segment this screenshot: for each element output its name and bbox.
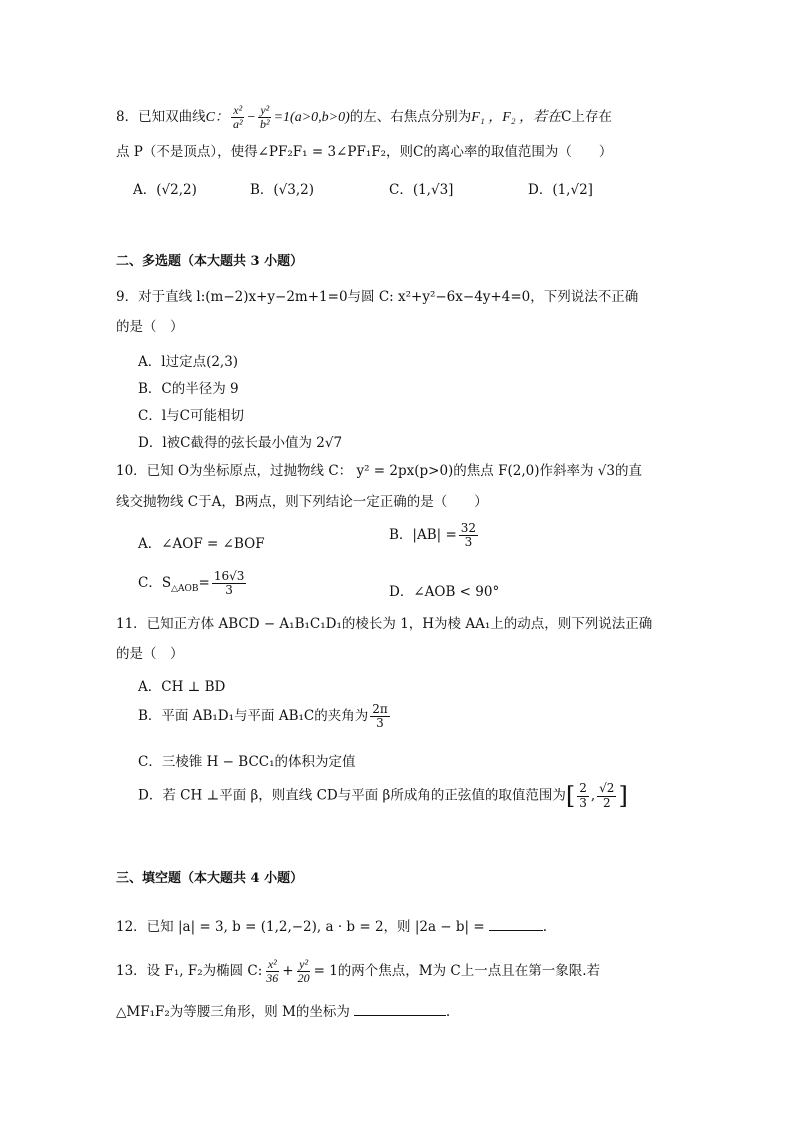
q10-option-d: D．∠AOB < 90° (389, 584, 500, 600)
q8-stem-end: C上存在 (561, 109, 612, 126)
q11-option-b: B．平面 AB₁D₁与平面 AB₁C的夹角为 $\frac{2\pi}{3}$ (138, 702, 388, 731)
q8-line2: 点 P（不是顶点），使得∠PF₂F₁ = 3∠PF₁F₂，则C的离心率的取值范围为（ ） (116, 144, 613, 160)
q8-stem-mid: 的左、右焦点分别为 (349, 109, 472, 126)
q13-line2: △MF₁F₂为等腰三角形，则 M的坐标为 . (116, 1004, 451, 1020)
q10-option-c: C．$S_{\triangle AOB}=$ $\frac{16√3}{3}$ (138, 569, 245, 598)
q8-curve-name: C： (205, 110, 229, 126)
q10-option-b-fraction: $\frac{32}{3}$ (460, 521, 477, 550)
q11-option-b-fraction: $\frac{2\pi}{3}$ (372, 702, 388, 731)
q13-line1: 13．设 F₁, F₂为椭圆 C: $\frac{\text{x²}}{36}$ + $\frac{\text{y²}}{20}$ = 1的两个焦点，M为 C上一点且在第一象限.若 (116, 957, 601, 986)
q8-option-d: D．(1,√2] (528, 182, 593, 198)
q12-stem: 12．已知 |a| = 3, b = (1,2,−2), a · b = 2，则 |2a − b| = (116, 919, 485, 935)
q10-line2: 线交抛物线 C于A，B两点，则下列结论一定正确的是（ ） (116, 494, 488, 510)
q10-option-c-fraction: $\frac{16√3}{3}$ (213, 569, 245, 598)
q9-line2: 的是（ ） (116, 319, 184, 335)
q8-fraction-y: $\frac{\text{y²}}{\text{b²}}$ (260, 103, 270, 132)
q11-line2: 的是（ ） (116, 646, 184, 662)
section-fill-in-heading: 三、填空题（本大题共 4 小题） (116, 871, 304, 886)
q13-fraction-y: $\frac{\text{y²}}{20}$ (297, 957, 310, 986)
q10-line1: 10．已知 O为坐标原点，过抛物线 C： y² = 2px(p>0)的焦点 F(2,0)作斜率为 √3的直 (116, 463, 642, 479)
q13-fraction-x: $\frac{\text{x²}}{36}$ (266, 957, 279, 986)
q10-option-b: B．|AB| = $\frac{32}{3}$ (389, 521, 477, 550)
q8-option-b: B．(√3,2) (250, 182, 315, 198)
q11-option-d-fraction-2: $\frac{√2}{2}$ (599, 781, 615, 810)
q8-eq-rest: =1(a>0,b>0) (273, 110, 350, 126)
q8-fraction-x: $\frac{\text{x²}}{\text{a²}}$ (232, 103, 243, 132)
q12-line: 12．已知 |a| = 3, b = (1,2,−2), a · b = 2，则 |2a − b| = . (116, 919, 548, 935)
q11-option-a: A．CH ⊥ BD (138, 679, 226, 695)
q12-answer-blank[interactable] (489, 918, 543, 931)
q11-option-d: D．若 CH ⊥平面 β，则直线 CD与平面 β所成角的正弦值的取值范围为[ $\frac{2}{3}$ , $\frac{√2}{2}$ ] (138, 781, 628, 810)
q8-line1: 8．已知双曲线C： $\frac{\text{x²}}{\text{a²}}$ − $\frac{\text{y²}}{\text{b²}}$ =1(a>0,b>0)的左、右焦点分别为F₁ ，F₂ ，若在C上存在 (116, 103, 612, 132)
q8-option-c: C．(1,√3] (389, 182, 454, 198)
q13-answer-blank[interactable] (354, 1003, 446, 1016)
q10-option-a: A．∠AOF = ∠BOF (138, 536, 265, 552)
q11-line1: 11．已知正方体 ABCD − A₁B₁C₁D₁的棱长为 1，H为棱 AA₁上的动点，则下列说法正确 (116, 616, 653, 632)
section-multiple-choice-heading: 二、多选题（本大题共 3 小题） (116, 254, 304, 269)
q8-foci: F₁ ，F₂ ，若在 (471, 110, 562, 126)
q8-stem-start: 8．已知双曲线 (116, 109, 206, 126)
q9-option-c: C．l与C可能相切 (138, 408, 244, 424)
q9-option-b: B．C的半径为 9 (138, 381, 239, 397)
q9-line1: 9．对于直线 l:(m−2)x+y−2m+1=0与圆 C: x²+y²−6x−4y+4=0，下列说法不正确 (116, 289, 639, 305)
q11-option-d-fraction-1: $\frac{2}{3}$ (579, 781, 587, 810)
q9-option-a: A．l过定点(2,3) (138, 354, 239, 370)
q8-option-a: A．(√2,2) (133, 182, 197, 198)
q9-option-d: D．l被C截得的弦长最小值为 2√7 (138, 435, 343, 451)
q11-option-c: C．三棱锥 H − BCC₁的体积为定值 (138, 754, 356, 770)
